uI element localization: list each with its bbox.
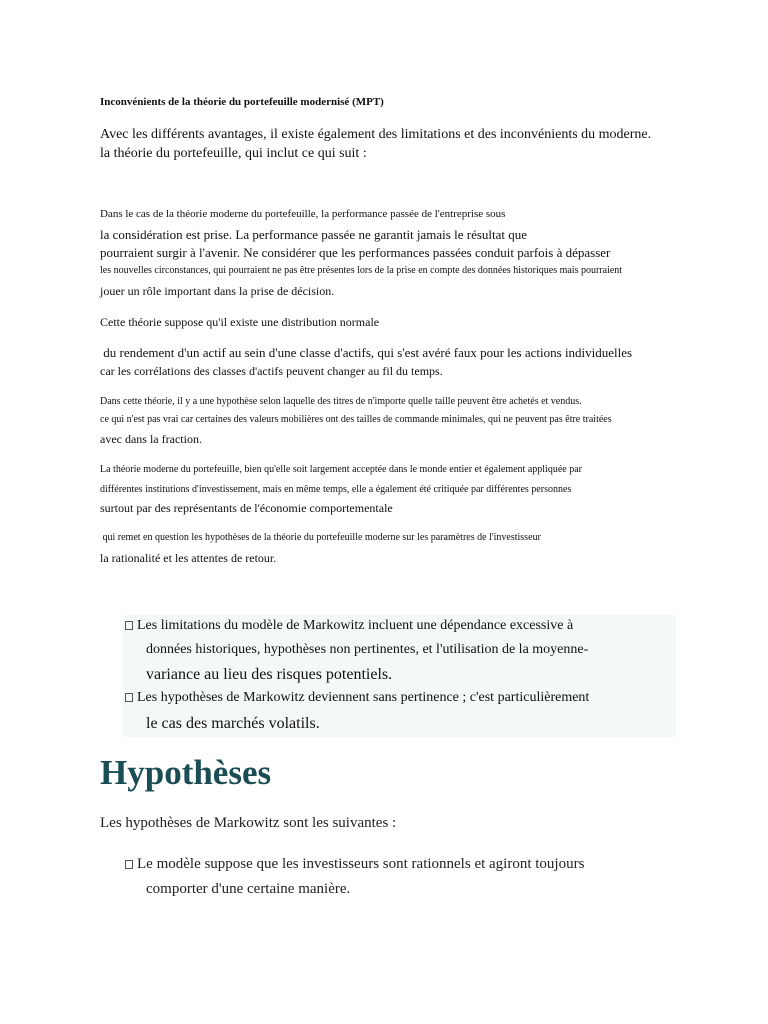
- bullet-icon: [125, 693, 133, 702]
- box-bullet-1-line-1: Les limitations du modèle de Markowitz incluent une dépendance excessive à: [125, 618, 573, 634]
- para4-line-2: différentes institutions d'investissement, mais en même temps, elle a également été critiquée par différentes personnes: [100, 484, 572, 495]
- para1-line-1: Dans le cas de la théorie moderne du portefeuille, la performance passée de l'entreprise sous: [100, 208, 506, 220]
- para1-line-5: jouer un rôle important dans la prise de décision.: [100, 284, 335, 298]
- doc-title: Inconvénients de la théorie du portefeuille modernisé (MPT): [100, 96, 384, 108]
- para2-line-2: du rendement d'un actif au sein d'une classe d'actifs, qui s'est avéré faux pour les actions individuelles: [100, 345, 633, 360]
- bullet-icon: [125, 621, 133, 630]
- highlight-box: [123, 615, 676, 737]
- box-bullet-2-line-1: Les hypothèses de Markowitz deviennent sans pertinence ; c'est particulièrement: [125, 690, 589, 706]
- box-bullet-1-line-3: variance au lieu des risques potentiels.: [146, 666, 393, 683]
- box-bullet-1-line-2: données historiques, hypothèses non pertinentes, et l'utilisation de la moyenne-: [146, 642, 589, 657]
- hyp-bullet-1-line-2: comporter d'une certaine manière.: [146, 881, 351, 897]
- intro-line-2: la théorie du portefeuille, qui inclut ce qui suit :: [100, 146, 367, 161]
- section-heading: Hypothèses: [100, 753, 272, 792]
- para2-line-3: car les corrélations des classes d'actifs peuvent changer au fil du temps.: [100, 364, 443, 378]
- para2-line-1: Cette théorie suppose qu'il existe une distribution normale: [100, 315, 380, 329]
- para1-line-4: les nouvelles circonstances, qui pourraient ne pas être présentes lors de la prise en compte des données historiques mais pourraient: [100, 265, 623, 276]
- hypotheses-intro: Les hypothèses de Markowitz sont les suivantes :: [100, 815, 397, 831]
- para3-line-1: Dans cette théorie, il y a une hypothèse selon laquelle des titres de n'importe quelle taille peuvent être achetés et vendus.: [100, 396, 582, 407]
- para4-line-3: surtout par des représentants de l'économie comportementale: [100, 501, 393, 515]
- intro-line-1: Avec les différents avantages, il existe également des limitations et des inconvénients du moderne.: [100, 127, 652, 142]
- para4-line-4: qui remet en question les hypothèses de la théorie du portefeuille moderne sur les paramètres de l'investisseur: [100, 532, 541, 543]
- box-bullet-2-line-2: le cas des marchés volatils.: [146, 715, 320, 732]
- hyp-bullet-1-line-1: Le modèle suppose que les investisseurs sont rationnels et agiront toujours: [125, 856, 584, 873]
- para4-line-5: la rationalité et les attentes de retour.: [100, 551, 277, 565]
- para1-line-3: pourraient surgir à l'avenir. Ne considérer que les performances passées conduit parfois à dépasser: [100, 245, 611, 260]
- para1-line-2: la considération est prise. La performance passée ne garantit jamais le résultat que: [100, 227, 528, 242]
- para4-line-1: La théorie moderne du portefeuille, bien qu'elle soit largement acceptée dans le monde entier et également appliquée par: [100, 464, 582, 475]
- bullet-icon: [125, 860, 133, 869]
- para3-line-2: ce qui n'est pas vrai car certaines des valeurs mobilières ont des tailles de commande minimales, qui ne peuvent pas être traitées: [100, 414, 612, 425]
- para3-line-3: avec dans la fraction.: [100, 432, 202, 446]
